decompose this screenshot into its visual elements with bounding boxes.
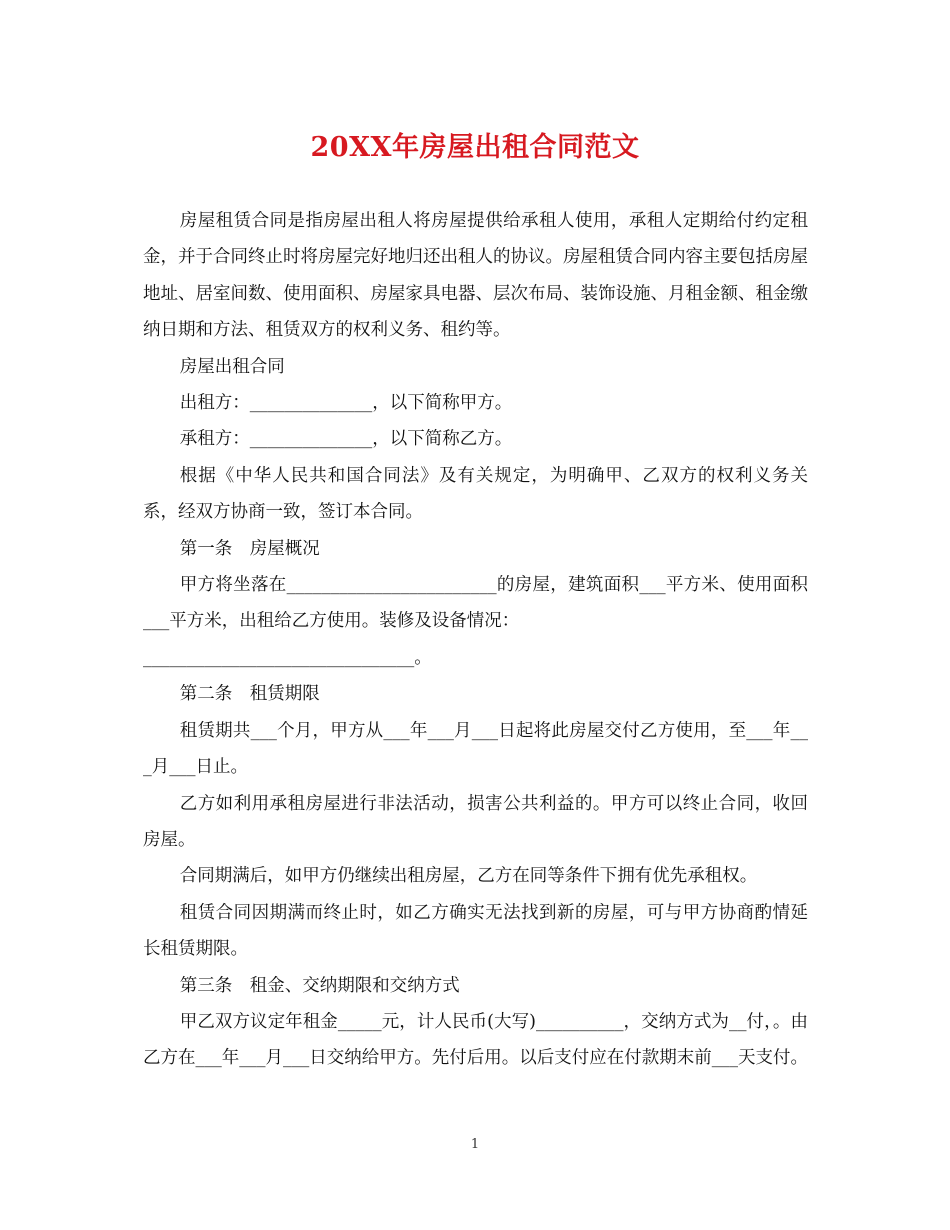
paragraph-intro: 房屋租赁合同是指房屋出租人将房屋提供给承租人使用，承租人定期给付约定租金，并于合同终止时将房屋完好地归还出租人的协议。房屋租赁合同内容主要包括房屋地址、居室间数、使用面积、房屋家具电器、层次布局、装饰设施、月租金额、租金缴纳日期和方法、租赁双方的权利义务、租约等。 bbox=[143, 211, 808, 341]
page-number: 1 bbox=[470, 1137, 480, 1152]
article-1-body: 甲方将坐落在________________________的房屋，建筑面积___平方米、使用面积___平方米，出租给乙方使用。装修及设备情况： bbox=[143, 575, 808, 632]
article-2-term: 租赁期共___个月，甲方从___年___月___日起将此房屋交付乙方使用，至___年___月___日止。 bbox=[143, 720, 808, 778]
paragraph-contract-heading: 房屋出租合同 bbox=[179, 356, 285, 377]
document-body bbox=[143, 203, 808, 1077]
paragraph-lessee: 承租方：______________，以下简称乙方。 bbox=[179, 429, 513, 450]
paragraph-legal-basis: 根据《中华人民共和国合同法》及有关规定，为明确甲、乙双方的权利义务关系，经双方协商一致，签订本合同。 bbox=[143, 465, 808, 523]
article-2-illegal-use: 乙方如利用承租房屋进行非法活动，损害公共利益的。甲方可以终止合同，收回房屋。 bbox=[143, 793, 808, 850]
document-title: 20XX年房屋出租合同范文 bbox=[310, 132, 640, 163]
article-3-heading: 第三条 租金、交纳期限和交纳方式 bbox=[179, 975, 460, 996]
paragraph-lessor: 出租方：______________，以下简称甲方。 bbox=[179, 393, 513, 414]
article-2-priority-renewal: 合同期满后，如甲方仍继续出租房屋，乙方在同等条件下拥有优先承租权。 bbox=[179, 866, 758, 887]
article-1-heading: 第一条 房屋概况 bbox=[179, 538, 320, 559]
article-2-heading: 第二条 租赁期限 bbox=[179, 684, 320, 705]
article-3-rent: 甲乙双方议定年租金_____元，计人民币(大写)__________，交纳方式为__付，。由乙方在___年___月___日交纳给甲方。先付后用。以后支付应在付款期末前___天支付。 bbox=[143, 1011, 808, 1069]
article-2-extension: 租赁合同因期满而终止时，如乙方确实无法找到新的房屋，可与甲方协商酌情延长租赁期限。 bbox=[143, 902, 808, 960]
article-1-equipment-blank: _______________________________。 bbox=[143, 647, 432, 668]
